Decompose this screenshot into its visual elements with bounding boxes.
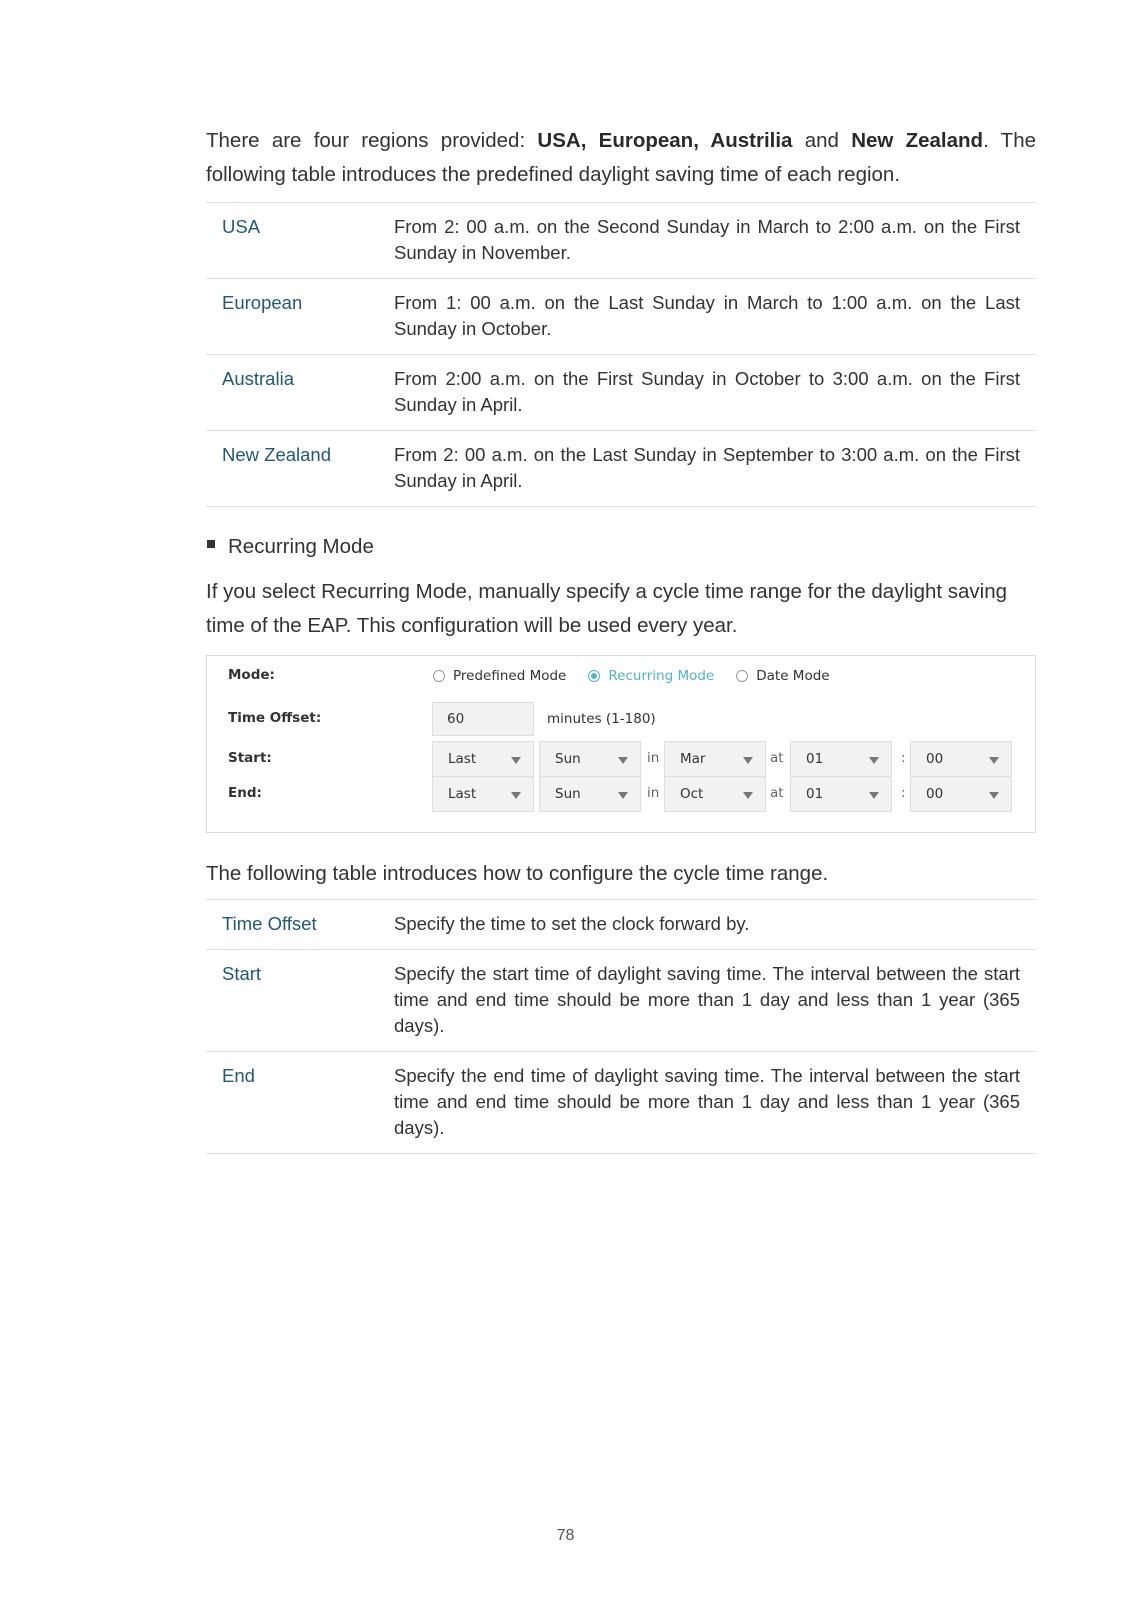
select-value: Sun [555,751,581,767]
table-row [206,203,1036,279]
table-row [206,900,1036,950]
start-week-select[interactable] [432,741,534,777]
region-term: Australia [206,355,378,431]
intro-regions-bold: USA, European, Austrilia [537,129,793,152]
radio-label: Recurring Mode [608,668,715,684]
select-value: 01 [806,786,824,802]
cycle-term: End [206,1052,378,1154]
mode-label: Mode: [228,667,275,683]
select-value: Sun [555,786,581,802]
end-hour-select[interactable] [790,776,892,812]
end-week-select[interactable] [432,776,534,812]
config-screenshot [206,655,1036,833]
cycle-desc: Specify the start time of daylight saving time. The interval between the start time and end time should be more than 1 day and less than 1 year (365 days). [378,950,1036,1052]
mode-radio-group [433,668,852,684]
region-desc: From 1: 00 a.m. on the Last Sunday in March to 1:00 a.m. on the Last Sunday in October. [378,279,1036,355]
start-minute-select[interactable] [910,741,1012,777]
colon-text: : [901,785,906,801]
end-day-select[interactable] [539,776,641,812]
cycle-para: The following table introduces how to configure the cycle time range. [206,862,829,885]
region-desc: From 2: 00 a.m. on the Last Sunday in September to 3:00 a.m. on the First Sunday in April. [378,431,1036,507]
end-minute-select[interactable] [910,776,1012,812]
radio-recurring-mode[interactable] [588,668,714,684]
regions-table [206,202,1036,507]
bullet-square-icon [207,540,215,548]
cycle-term: Time Offset [206,900,378,950]
recurring-mode-heading [206,533,1036,561]
chevron-down-icon [743,792,753,799]
end-month-select[interactable] [664,776,766,812]
radio-date-mode[interactable] [736,668,829,684]
colon-text: : [901,750,906,766]
select-value: Last [448,751,477,767]
intro-line-1 [206,124,1036,158]
table-row [206,1052,1036,1154]
chevron-down-icon [869,792,879,799]
table-row [206,950,1036,1052]
cycle-desc: Specify the time to set the clock forward by. [378,900,1036,950]
page-number: 78 [556,1527,575,1544]
intro-line-2: following table introduces the predefined daylight saving time of each region. [206,163,901,186]
cycle-table [206,899,1036,1154]
chevron-down-icon [618,792,628,799]
region-desc: From 2: 00 a.m. on the Second Sunday in March to 2:00 a.m. on the First Sunday in November. [378,203,1036,279]
radio-circle-icon [433,670,445,682]
chevron-down-icon [989,757,999,764]
select-value: Oct [680,786,704,802]
select-value: 01 [806,751,824,767]
table-row [206,431,1036,507]
intro-text: There are four regions provided: [206,129,538,152]
region-term: New Zealand [206,431,378,507]
radio-label: Date Mode [756,668,830,684]
radio-selected-icon [588,670,600,682]
select-value: 00 [926,786,944,802]
start-day-select[interactable] [539,741,641,777]
chevron-down-icon [511,792,521,799]
chevron-down-icon [869,757,879,764]
document-body [206,124,1036,1154]
start-label: Start: [228,750,272,766]
time-offset-hint: minutes (1-180) [547,711,656,727]
time-offset-label: Time Offset: [228,710,322,726]
region-term: USA [206,203,378,279]
cycle-term: Start [206,950,378,1052]
table-row [206,355,1036,431]
in-text: in [647,750,660,766]
radio-label: Predefined Mode [453,668,567,684]
heading-text: Recurring Mode [228,535,374,558]
chevron-down-icon [989,792,999,799]
radio-circle-icon [736,670,748,682]
chevron-down-icon [511,757,521,764]
start-hour-select[interactable] [790,741,892,777]
chevron-down-icon [618,757,628,764]
intro-and: and [792,129,852,152]
start-month-select[interactable] [664,741,766,777]
region-desc: From 2:00 a.m. on the First Sunday in October to 3:00 a.m. on the First Sunday in April. [378,355,1036,431]
cycle-desc: Specify the end time of daylight saving time. The interval between the start time and end time should be more than 1 day and less than 1 year (365 days). [378,1052,1036,1154]
at-text: at [770,750,784,766]
intro-text-end: . The [983,129,1036,152]
select-value: Last [448,786,477,802]
recurring-para: If you select Recurring Mode, manually specify a cycle time range for the daylight saving time of the EAP. This configuration will be used every year. [206,580,1008,637]
chevron-down-icon [743,757,753,764]
region-term: European [206,279,378,355]
at-text: at [770,785,784,801]
select-value: Mar [680,751,706,767]
in-text: in [647,785,660,801]
intro-nz-bold: New Zealand [851,129,984,152]
table-row [206,279,1036,355]
time-offset-input[interactable]: 60 [432,702,534,736]
radio-predefined-mode[interactable] [433,668,566,684]
select-value: 00 [926,751,944,767]
end-label: End: [228,785,262,801]
